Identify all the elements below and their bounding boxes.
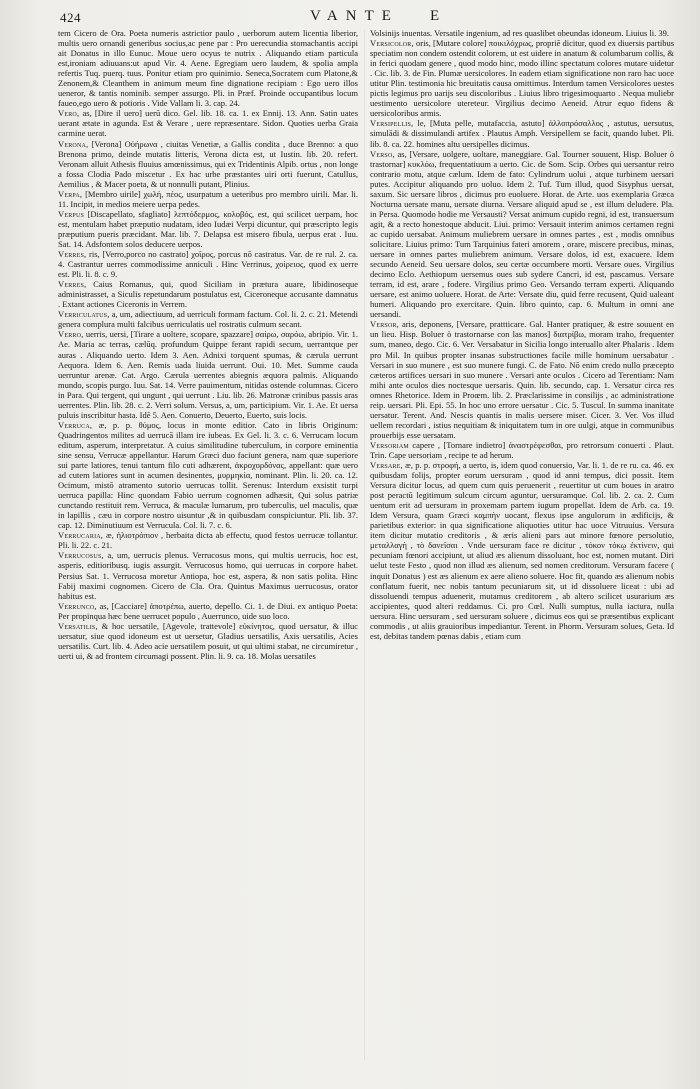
entry-paragraph (58, 550, 358, 600)
entry-paragraph (370, 440, 674, 460)
entry-headword: Vero, (58, 108, 80, 119)
entry-headword: Verpa, (58, 188, 83, 199)
entry-paragraph (58, 621, 358, 661)
entry-headword: Versor, (370, 319, 400, 330)
dictionary-entry (58, 189, 358, 209)
entry-headword: Versoriam (370, 439, 409, 450)
entry-body: [Membro uirile] χωλή, πέος, usurpatum a ueteribus pro membro uirili. Mar. li. 11. Incipit, in medios meiere uerpa pedes. (58, 188, 358, 209)
entry-headword: Verriculatus, (58, 309, 110, 320)
entry-body: aris, deponens, [Versare, prattticare. Gal. Hanter pratiquer, & estre souuent en un lieu. Hisp. Boluer ò trastornarse con las manos] διατρίβω, moram traho, frequenter sum, maneo, dego. Cic. 6. Ver. Versabatur in Sicilia longo interuallo alter Phalaris . Idem pro Mil. In quibus propter insanas substructiones facile mille hominum uersabatur . Versari in suo munere , est suo munere fungi. C. de Fato. Nō enim credo nullo præcepto cæteros artifices uersari in suo munere . Versari ante oculos . Cicero ad Terentiam: Nam mihi ante oculos dies noctesque uersaris. Quin. lib. secundo, cap. 1. Versatur circa res omnes Rhetorice. Idem in Proœm. lib. 2. Præclarissime in consilijs , ac administratione reip. uersari. Pli. Epi. 55. In hoc uno errore uersatur . Cic. 5. Tuscul. In summa inanitate uersatur. Terent. And. Nescis quantis in malis uersere miser. Cicer. 3. Ver. Vos illud uellem recordari , istius nequitiam & iniquitatem tum in ore uulgi, atque in communibus prouerbijs esse uersatam. (370, 319, 674, 440)
entry-paragraph (58, 329, 358, 419)
page-number: 424 (60, 10, 81, 25)
entry-paragraph (370, 460, 674, 641)
dictionary-entry (370, 149, 674, 320)
entry-headword: Verrucaria, (58, 530, 104, 541)
entry-body: uerris, uersi, [Tirare a uoltere, scopare, spazzare] σαίρω, σαρόω, abripio. Vir. 1. Ae. Maria ac terras, cælūq. profundum Quippe ferant rapidi secum, uerrantque per auras . Aliquando uerto. Idem 3. Aen. Adnixi torquent spumas, & cærula uerrunt Aequora. Idem 6. Aen. Remis uada liuida uerrunt. Oui. 10. Met. Summe cauda uerruntur arenæ. Cat. Argo. Cærula uerrentes abiegnis æquora palmis. Aliquando mundo, scopis purgo. Iuu. Sat. 14. Verre pauimentum, nitidas ostende columnas. Cicero in Para. Qui tergent, qui ungunt , qui uerrunt . Liu. lib. 26. Matronæ crinibus passis aras uerrentes. Plin. lib. 28. c. 2. Verri solum. Versus, a, um, participium. Vir. 1. Ae. Et uersa puluis inscribitur hasta. Idē 5. Aen. Conuerto, Deuerto, Euerto, suis locis. (58, 329, 358, 420)
entry-body: æ, ἡλιοτρόπιον , herbaita dicta ab effectu, quod festos uerrucæ tollantur. Pli. li. 22. c. 21. (58, 530, 358, 551)
entry-paragraph (370, 118, 674, 148)
entry-paragraph (58, 420, 358, 531)
page-header (0, 6, 700, 28)
entry-paragraph (58, 530, 358, 550)
entry-headword: Verruca, (58, 419, 93, 430)
dictionary-entry (58, 420, 358, 531)
entry-headword: Verpus (58, 208, 85, 219)
entry-paragraph (58, 108, 358, 138)
entry-paragraph (370, 149, 674, 320)
dictionary-entry (58, 309, 358, 329)
dictionary-entry (58, 279, 358, 309)
dictionary-entry (58, 621, 358, 661)
dictionary-entry (370, 118, 674, 148)
entry-paragraph (58, 189, 358, 209)
entry-body: Volsinijs inuentas. Versatile ingenium, ad res quaslibet obeundas idoneum. Liuius li. 39. (370, 28, 670, 38)
entry-body: capere , [Tornare indietro] ἀναστρέφεσθαι, pro retrorsum conuerti . Plaut. Trin. Cape uersoriam , recipe te ad herum. (370, 439, 674, 460)
left-column (58, 28, 358, 1078)
entry-headword: Versipellis, (370, 118, 414, 129)
entry-headword: Verro, (58, 329, 84, 340)
entry-headword: Verrunco, (58, 600, 97, 611)
running-head-right: E (430, 8, 448, 24)
entry-body: a, um, adiectiuum, ad uerriculi formam factum. Col. li. 2. c. 21. Metendi genera complura multi falcibus uerriculatis uel rostratis culmum secant. (58, 309, 358, 330)
entry-body: & hoc uersatile, [Agevole, trattevole] εὐκίνητος, quod uersatur, & illuc uersatur, siue quod idoneum est ut uersetur, Gladius uersatilis, Axis uersatilis, Acies uersatilis. Curt. lib. 4. Adeo acie uersatilem posuit, ut qui ultimi stabat, ne circumiretur , uerti ui, & ad frontem circumagi possent. Plin. li. 9. ca. 18. Molas uersatiles (58, 620, 358, 661)
dictionary-entry (58, 550, 358, 600)
dictionary-entry (370, 319, 674, 440)
entry-body: a, um, uerrucis plenus. Verrucosus mons, qui multis uerrucis, hoc est, asperis, editioribusq. iugis assurgit. Verrucosus homo, qui uerrucas in corpore habet. Persius Sat. 1. Verrucosa moretur Antiopa, hoc est, aspera, & non satis polita. Hinc Fabij maximi cognomen. Cicero de Cla. Ora. Quintus Maximus uerrucosus, orator habitus est. (58, 550, 358, 601)
dictionary-entry (58, 249, 358, 279)
dictionary-entry (58, 329, 358, 419)
running-head-left: VANTE (310, 8, 399, 24)
entry-paragraph (370, 28, 674, 38)
dictionary-entry (370, 460, 674, 641)
entry-paragraph (370, 38, 674, 118)
entry-body: le, [Muta pelle, mutafaccia, astuto] ἀλλοπρόσαλλος , astutus, uersutus, simulādi & dissimulandi artifex . Plautus Amph. Versipellem se facit, quando lubet. Pli. lib. 8. ca. 22. homines altu uersipelles dicimus. (370, 118, 674, 149)
dictionary-entry (370, 28, 674, 38)
entry-paragraph (370, 319, 674, 440)
column-gutter (364, 30, 365, 1060)
dictionary-entry (370, 440, 674, 460)
dictionary-entry (58, 139, 358, 189)
entry-paragraph (58, 28, 358, 108)
entry-paragraph (58, 209, 358, 249)
dictionary-entry (58, 209, 358, 249)
entry-headword: Verona, (58, 138, 89, 149)
entry-headword: Verso, (370, 148, 395, 159)
entry-body: Caius Romanus, qui, quod Siciliam in prætura auare, libidinoseque administrasset, a Siculis repetundarum postulatus est, Ciceroneque accusante damnatus . Extant actiones Ciceronis in Verrem. (58, 279, 358, 310)
entry-paragraph (58, 279, 358, 309)
entry-body: æ, p. p. θύμος, locus in monte editior. Cato in libris Originum: Quadringentos milites ad uerrucā illam ire iubeas. Ex Gel. li. 3. c. 6. Verrucam locum editum, asperum, interpretatur. A cuius similitudine tuberculum, in corpore eminentia sine sensu, Verrucæ appellantur. Harum Græci duo faciunt genera, nam quæ superiore sui parte latiores, tenui tantum filo cuti adhærent, ἀκροχορδόνας, appellant: quæ uero ad cutem latiores sunt in acumen desinentes, μυρμηκία, nominant. Plin. li. 20. ca. 12. Ocimum, mistō atramento sutorio uerrucas tollit. Serenus: Interdum exsistit turpi uerruca papilla: Hinc quondam Fabio uerrum cognomen adhæsit, Qui solus patriæ cunctando restituit rem. Verruca, & maculæ lumarum, pro tuberculis, uel maculis, quæ in lapillis , cæu in corpore nostro uisuntur ,& in quibusdam conspiciuntur. Pli. lib. 37. cap. 12. Diminutiuum est Verrucula. Col. li. 7. c. 6. (58, 419, 358, 531)
entry-headword: Versare, (370, 460, 403, 471)
dictionary-entry (370, 38, 674, 118)
entry-body: oris, [Mutare colore] ποικιλόχρως, propriē dicitur, quod ex diuersis partibus speciatim non condem ostendit colorem, ut est uidere in anatum & columbarum collis, & in ferici quodam genere , quod modo hinc, modo illinc spectatum colores mutare uidetur . Cic. lib. 3. de Fin. Plumæ uersicolores. In eadem etiam significatione non raro hac uoce utitur Plin. testimonia hic breuitatis causa omittimus. Interdum tamen Versicolores uestes pictis legimus pro uarijs seu discoloribus . Liuius libro trigesimoquarto . Nequa muliebr uestimento uersicolore utereteur. Virgilius decimo Aeneid. Atrur equo fidens & uersicoloribus armis. (370, 38, 674, 119)
dictionary-entry (58, 530, 358, 550)
dictionary-entry (58, 601, 358, 621)
entry-body: [Verona] Οὐήρωνα , ciuitas Venetiæ, a Gallis condita , duce Brenno: a quo Brenona primo, deinde mutatis litteris, Verona dicta est, ut Iustin. lib. 20. refert. Veronam alluit Athesis fluuius amœnissimus, qui ex Tridentinis Alpib. ortus , non longe a fossa Clodia Pado miscetur . Ex hac urbe præstantes uiri orti fuerunt, Catullus, Aemilius , & Macer poeta, & ut nonnulli putant, Plinius. (58, 138, 358, 189)
entry-body: æ, p. p. στροφή, a uerto, is, idem quod conuersio, Var. li. 1. de re ru. ca. 46. ex quibusdam folijs, propter eorum uersuram , quod id anni tempus, dici possit. Item Versura dicitur locus, ad quem cum quis peruenerit , reuertitur ut cum boues in aratro post peractū legitimum sulcum circum aguntur, uersuramque. Col. lib. 2. ca. 2. Cum uentum erit ad uersuram in proxemam partem iugum propellat. Idem de Arb. ca. 19. Idem Versura, quam Græci καμπὴν uocant, flexus ipse angulorum in ædificijs, & parietibus exterior: in qua significatione aliquoties utitur hac uoce Vitruuius. Versura item dicitur mutatio creditoris , & æris alieni pars aut minore fœnore persolutio, μεταλλαγὴ , τὸ δανεῖσαι . Vnde uersuram face re dicitur , τόκον τόκῳ ἐκτίνειν, qui pecuniam fœnori accipiunt, ut aliud æs alienum dissoluant, hoc est, nomen mutant. Diri uelut teste Festo , quod non illud æs alienum, sed nomen creditorum. Versuram facere ( inquit Donatus ) est æs alienum ex aere alieno soluere. Hoc fit, quando æs alienum nobis conflatum fuerit, nec nobis tantum pecuniarum sit, ut id dissoluere liceat : ubi ad dissoluendi tempus aduenerit, mutamus creditorem , ab altero scilicet usurarium æs accipientes, quod alteri reddamus. Ci. pro Cœl. Nulli sumptus, nulla iactura, nulla uersura. Hinc uersuram , sed uersuram soluere , dicimus eos qui se præsentibus explicant commodis , ut aliis grauioribus impediantur. Terent. in Phorm. Versuram solues, Geta. Id est, debitas tandem pœnas dabis , etiam cum (370, 460, 674, 641)
entry-body: as, [Versare, uolgere, uoltare, maneggiare. Gal. Tourner souuent, Hisp. Boluer ò trastornar] κυκλόω, frequentatiuum a uerto. Cic. de Som. Scip. Orbes qui uersantur retro contrario motu, atque cælum. Idem de fato: Cylindrum uolui , atque turbinem uersari putes. Accipitur aliquando pro uoluo. Idem 2. Tuf. Tum illud, quod Sisyphus uersat, saxum. Sic uersare libros , dicimus pro euoluere. Horat. de Arte. uos exemplaria Græca Nocturna uersate manu, uersate diurna. Versare aliquid apud se , est illum deludere. Pla. in Persa. Quomodo hodie me Versausti? Versat animum cupido regni, id est, transuersum agit, & a recto honestoque abducit. Liui. primo: Versauit interim animos certamen regni ac cupido uersabat. Animum muliebrem uersare in omnes partes , est , modis omnibus solicitare. Liuius primo: Tum Tarquinius fateri amorem , orare, miscere precibus, minas, uersare in omnes partes muliebrem animum. Versare dolos, id est, exacuere. Idem secundo Aeneid. Seu uersare dolos, seu certæ occumbere morti. Versare oues. Virgilius decimo Eclo. Aethiopum uersemus oues sub sydere Cancri, id est, pascamus. Versare terram, id est, arare , fodere. Virgilius primo Geo. Versando terram experti. Aliquando uersare, est animo uoluere. Horat. de Arte: Versate diu, quid ferre recusent, Quid ualeant humeri. Aliquando pro exercitare. Quin. libro quinto, cap. 6. Multum in omni ane uersandi. (370, 148, 674, 320)
entry-body: [Discapellato, sfagliato] λεπτόδερμος, κολοβός, est, qui scilicet uerpam, hoc est, mentulam habet præputio nudatam, ideo Iudæi Verpi dicuntur, qui præscripto legis præputium pueris præcidant. Mar. lib. 7. Delapsa est misero fibula, uerpus erat . Iuu. Sat. 14. Adsfontem solos deducere uerpos. (58, 208, 358, 249)
entry-body: ris, [Verro,porco no castrato] χοῖρος, porcus nō castratus. Var. de re rul. 2. ca. 4. Castrantur uerres commodissime anniculi . Hinc Verrinus, χοίρειος, quod ex uerre est. Pli. li. 8. c. 9. (58, 249, 358, 280)
entry-headword: Versicolor, (370, 38, 414, 49)
entry-body: as, [Cacciare] ἀποτρέπω, auerto, depello. Ci. 1. de Diui. ex antiquo Poeta: Per propinqua hæc bene uerrucet populo , Auerrunco, uide suo loco. (58, 600, 358, 621)
entry-paragraph (58, 309, 358, 329)
entry-body: tem Cicero de Ora. Poeta numeris astrictior paulo , uerborum autem licentia liberior, multis uero ornandi generibus socius,ac pene par : Pro uerecundia stomachantis accipi ait Donatus in illo Eunuc. Moue uero ocyus te nutrix . Aliquando etiam particula est,ironiam adiuuans:ut apud Vir. 4. Aene. Egregiam uero laudem, & spolia ampla refertis Tuq. puerq. tuus. Ponitur etiam pro quinimio. Seneca,Socratem cum Platone,& Zenonem,& Cleanthem in animum meum fine dignatione recipiam : Ego uero illos ueneror, & tantis nominib. semper assurgo. Pli. in Præf. Proinde occupantibus locum faueo,ego uero & potioris . Vide Vallam li. 3. cap. 24. (58, 28, 358, 109)
entry-paragraph (58, 249, 358, 279)
entry-headword: Verrucosus, (58, 550, 104, 561)
entry-headword: Verres, (58, 249, 87, 260)
entry-body: as, [Dire il uero] uerū dico. Gel. lib. 18. ca. 1. ex Ennij. 13. Ann. Satin uates uerant ætate in agunda. Est & Verare , uere repræsentare. Sidon. Quoties uerba Graia carmine uerat. (58, 108, 358, 139)
entry-paragraph (58, 601, 358, 621)
entry-headword: Verres, (58, 279, 87, 290)
dictionary-entry (58, 108, 358, 138)
right-column (370, 28, 674, 1078)
entry-paragraph (58, 139, 358, 189)
entry-headword: Versatilis, (58, 620, 98, 631)
dictionary-entry (58, 28, 358, 108)
